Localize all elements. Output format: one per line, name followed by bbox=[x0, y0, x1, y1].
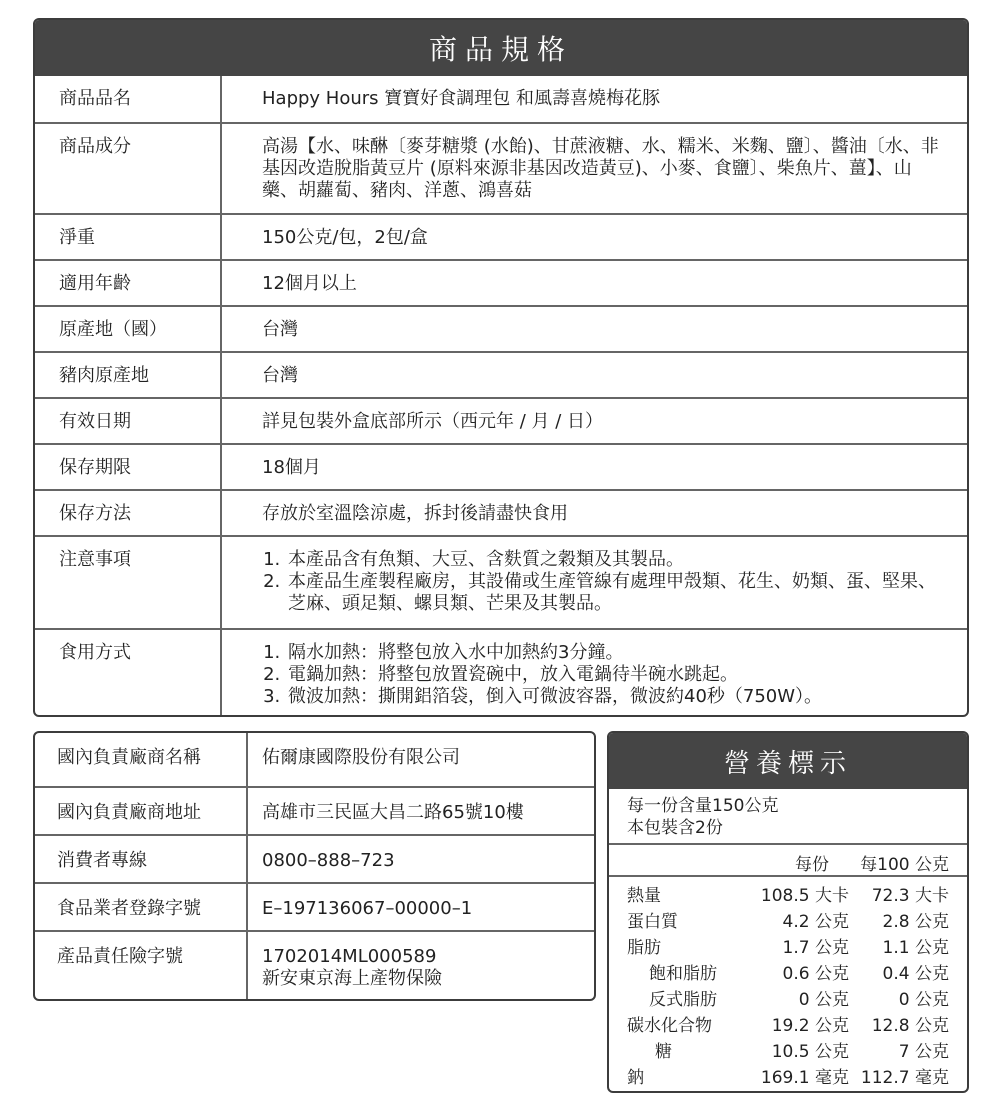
mfr-value: 佑爾康國際股份有限公司 bbox=[262, 747, 460, 768]
nutrition-title: 營養標示 bbox=[609, 733, 967, 789]
nutrition-column-headers bbox=[609, 845, 967, 877]
nutrient-per-serving: 108.5 大卡 bbox=[760, 886, 849, 906]
nutrient-per-serving: 4.2 公克 bbox=[782, 912, 849, 932]
spec-row-name bbox=[35, 76, 967, 123]
spec-label: 保存方法 bbox=[35, 490, 221, 536]
spec-title: 商品規格 bbox=[35, 20, 967, 76]
nutrient-per-100g: 0.4 公克 bbox=[882, 964, 949, 984]
spec-label: 豬肉原產地 bbox=[35, 352, 221, 398]
nutrient-per-100g: 7 公克 bbox=[898, 1042, 949, 1062]
manufacturer-panel bbox=[33, 731, 596, 1001]
spec-value: 詳見包裝外盒底部所示（西元年 / 月 / 日） bbox=[221, 398, 967, 444]
nutrition-panel bbox=[607, 731, 969, 1093]
nutrition-row-fat bbox=[609, 935, 967, 961]
nutrition-row-energy bbox=[609, 883, 967, 909]
spec-label: 淨重 bbox=[35, 214, 221, 260]
nutrient-per-serving: 1.7 公克 bbox=[782, 938, 849, 958]
nutrient-per-serving: 19.2 公克 bbox=[771, 1016, 849, 1036]
spec-row-age bbox=[35, 260, 967, 306]
list-item: 1. 本產品含有魚類、大豆、含麩質之穀類及其製品。 bbox=[286, 549, 947, 571]
mfr-label: 國內負責廠商名稱 bbox=[35, 733, 247, 787]
nutrient-name: 脂肪 bbox=[627, 938, 661, 958]
spec-value: 高湯【水、味醂〔麥芽糖漿 (水飴)、甘蔗液糖、水、糯米、米麴、鹽〕、醬油〔水、非基因改造脫脂黃豆片 (原料來源非基因改造黃豆)、小麥、食鹽〕、柴魚片、薑】、山藥、胡蘿蔔、豬肉、洋蔥、鴻喜菇 bbox=[221, 123, 967, 214]
nutrient-per-100g: 72.3 大卡 bbox=[871, 886, 949, 906]
nutrient-per-serving: 0.6 公克 bbox=[782, 964, 849, 984]
spec-value: Happy Hours 寶寶好食調理包 和風壽喜燒梅花豚 bbox=[262, 88, 660, 109]
spec-row-expiry bbox=[35, 398, 967, 444]
list-item: 1. 隔水加熱：將整包放入水中加熱約3分鐘。 bbox=[286, 642, 947, 664]
nutrition-row-carbohydrate bbox=[609, 1013, 967, 1039]
nutrient-per-100g: 1.1 公克 bbox=[882, 938, 949, 958]
insurance-number: 1702014ML000589 bbox=[262, 946, 437, 967]
nutrition-row-saturated-fat bbox=[609, 961, 967, 987]
mfr-value: 高雄市三民區大昌二路65號10樓 bbox=[247, 787, 594, 835]
table-row bbox=[35, 883, 594, 931]
table-row bbox=[35, 787, 594, 835]
spec-row-notes bbox=[35, 536, 967, 629]
table-row bbox=[35, 931, 594, 999]
mfr-label: 食品業者登錄字號 bbox=[35, 883, 247, 931]
mfr-value: E–197136067–00000–1 bbox=[247, 883, 594, 931]
spec-row-storage bbox=[35, 490, 967, 536]
nutrient-per-100g: 2.8 公克 bbox=[882, 912, 949, 932]
serving-info bbox=[609, 789, 967, 845]
nutrient-name: 碳水化合物 bbox=[627, 1016, 712, 1036]
manufacturer-table bbox=[35, 733, 594, 999]
nutrient-name: 鈉 bbox=[627, 1068, 644, 1088]
col-per-serving: 每份 bbox=[795, 855, 829, 875]
nutrient-per-serving: 169.1 毫克 bbox=[760, 1068, 849, 1088]
list-item: 2. 本產品生產製程廠房，其設備或生產管線有處理甲殼類、花生、奶類、蛋、堅果、芝麻、頭足類、螺貝類、芒果及其製品。 bbox=[286, 571, 947, 615]
mfr-label: 消費者專線 bbox=[35, 835, 247, 883]
usage-list bbox=[262, 642, 947, 708]
mfr-label: 國內負責廠商地址 bbox=[35, 787, 247, 835]
spec-row-ingredients bbox=[35, 123, 967, 214]
spec-value: 存放於室溫陰涼處，拆封後請盡快食用 bbox=[221, 490, 967, 536]
spec-value: 12個月以上 bbox=[221, 260, 967, 306]
spec-value: 150公克/包，2包/盒 bbox=[221, 214, 967, 260]
table-row bbox=[35, 835, 594, 883]
nutrient-name: 糖 bbox=[655, 1042, 672, 1062]
list-item: 3. 微波加熱：撕開鋁箔袋，倒入可微波容器，微波約40秒（750W）。 bbox=[286, 686, 947, 708]
servings-per-pack: 本包裝含2份 bbox=[627, 818, 723, 838]
spec-value: 18個月 bbox=[221, 444, 967, 490]
nutrition-row-sodium bbox=[609, 1065, 967, 1091]
spec-label: 適用年齡 bbox=[35, 260, 221, 306]
nutrient-per-100g: 112.7 毫克 bbox=[860, 1068, 949, 1088]
table-row bbox=[35, 733, 594, 787]
spec-value: 台灣 bbox=[221, 306, 967, 352]
spec-row-shelf-life bbox=[35, 444, 967, 490]
nutrition-row-protein bbox=[609, 909, 967, 935]
spec-label: 保存期限 bbox=[35, 444, 221, 490]
spec-label: 原產地（國） bbox=[35, 306, 221, 352]
nutrient-name: 反式脂肪 bbox=[649, 990, 717, 1010]
spec-row-origin bbox=[35, 306, 967, 352]
spec-label: 食用方式 bbox=[35, 629, 221, 717]
spec-row-weight bbox=[35, 214, 967, 260]
spec-label: 有效日期 bbox=[35, 398, 221, 444]
product-spec-panel bbox=[33, 18, 969, 717]
spec-value: 台灣 bbox=[221, 352, 967, 398]
spec-table bbox=[35, 76, 967, 717]
nutrient-per-serving: 0 公克 bbox=[798, 990, 849, 1010]
spec-label: 注意事項 bbox=[35, 536, 221, 629]
nutrient-per-100g: 12.8 公克 bbox=[871, 1016, 949, 1036]
nutrient-name: 熱量 bbox=[627, 886, 661, 906]
nutrient-per-serving: 10.5 公克 bbox=[771, 1042, 849, 1062]
nutrient-name: 飽和脂肪 bbox=[649, 964, 717, 984]
nutrient-per-100g: 0 公克 bbox=[898, 990, 949, 1010]
col-per-100g: 每100 公克 bbox=[860, 855, 949, 875]
insurance-company: 新安東京海上產物保險 bbox=[262, 968, 442, 989]
list-item: 2. 電鍋加熱：將整包放置瓷碗中，放入電鍋待半碗水跳起。 bbox=[286, 664, 947, 686]
notes-list bbox=[262, 549, 947, 615]
mfr-value: 0800–888–723 bbox=[247, 835, 594, 883]
mfr-label: 產品責任險字號 bbox=[35, 931, 247, 999]
nutrition-row-sugar bbox=[609, 1039, 967, 1065]
spec-row-pork-origin bbox=[35, 352, 967, 398]
spec-label: 商品品名 bbox=[35, 76, 221, 123]
serving-size: 每一份含量150公克 bbox=[627, 796, 779, 816]
spec-label: 商品成分 bbox=[35, 123, 221, 214]
spec-row-usage bbox=[35, 629, 967, 717]
nutrient-name: 蛋白質 bbox=[627, 912, 678, 932]
nutrition-rows bbox=[609, 877, 967, 1091]
nutrition-row-trans-fat bbox=[609, 987, 967, 1013]
